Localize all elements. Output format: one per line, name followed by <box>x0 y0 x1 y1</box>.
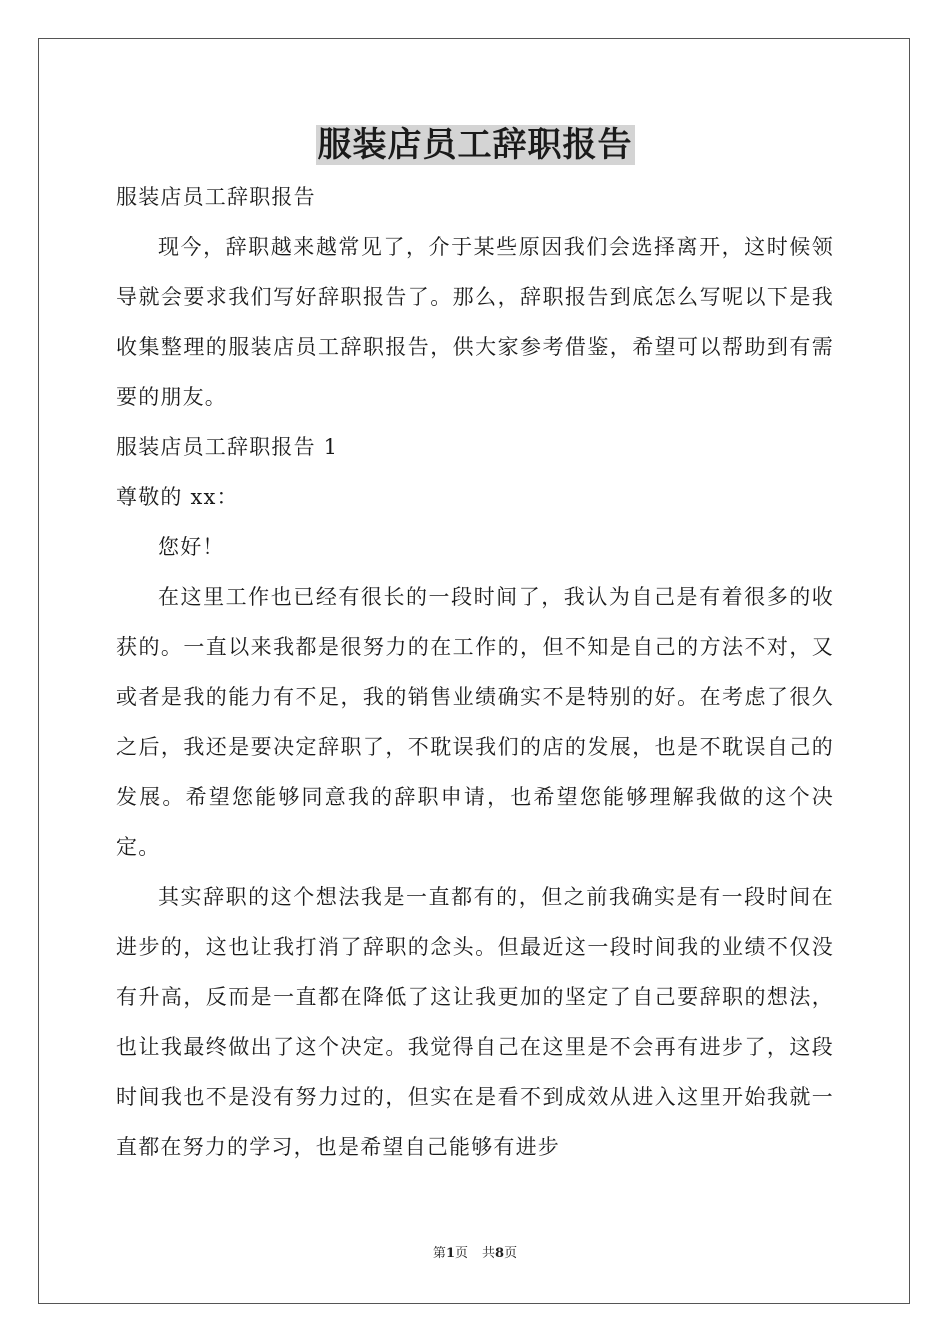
paragraph: 服装店员工辞职报告 <box>116 185 316 209</box>
footer-page-prefix: 第 <box>432 1246 446 1261</box>
footer-total-suffix: 页 <box>504 1246 518 1261</box>
footer-page-current: 1 <box>445 1246 455 1261</box>
document-title <box>0 120 950 170</box>
paragraph: 现今，辞职越来越常见了，介于某些原因我们会选择离开，这时候领导就会要求我们写好辞职报告了。那么，辞职报告到底怎么写呢以下是我收集整理的服装店员工辞职报告，供大家参考借鉴，希望可以帮助到有需要的朋友。 <box>116 235 834 409</box>
footer-page-total: 8 <box>495 1246 505 1261</box>
footer-page-suffix: 页 <box>454 1246 468 1261</box>
document-body <box>116 172 834 1172</box>
paragraph: 尊敬的 xx： <box>116 485 239 509</box>
paragraph: 其实辞职的这个想法我是一直都有的，但之前我确实是有一段时间在进步的，这也让我打消了辞职的念头。但最近这一段时间我的业绩不仅没有升高，反而是一直都在降低了这让我更加的坚定了自己要辞职的想法，也让我最终做出了这个决定。我觉得自己在这里是不会再有进步了，这段时间我也不是没有努力过的，但实在是看不到成效从进入这里开始我就一直都在努力的学习，也是希望自己能够有进步 <box>116 885 834 1159</box>
page-footer <box>0 1244 950 1264</box>
paragraph: 服装店员工辞职报告 1 <box>116 435 339 459</box>
document-title-text: 服装店员工辞职报告 <box>317 125 633 165</box>
footer-total-prefix: 共 <box>482 1246 496 1261</box>
paragraph: 在这里工作也已经有很长的一段时间了，我认为自己是有着很多的收获的。一直以来我都是很努力的在工作的，但不知是自己的方法不对，又或者是我的能力有不足，我的销售业绩确实不是特别的好。在考虑了很久之后，我还是要决定辞职了，不耽误我们的店的发展，也是不耽误自己的发展。希望您能够同意我的辞职申请，也希望您能够理解我做的这个决定。 <box>116 585 834 859</box>
paragraph: 您好！ <box>158 535 225 559</box>
